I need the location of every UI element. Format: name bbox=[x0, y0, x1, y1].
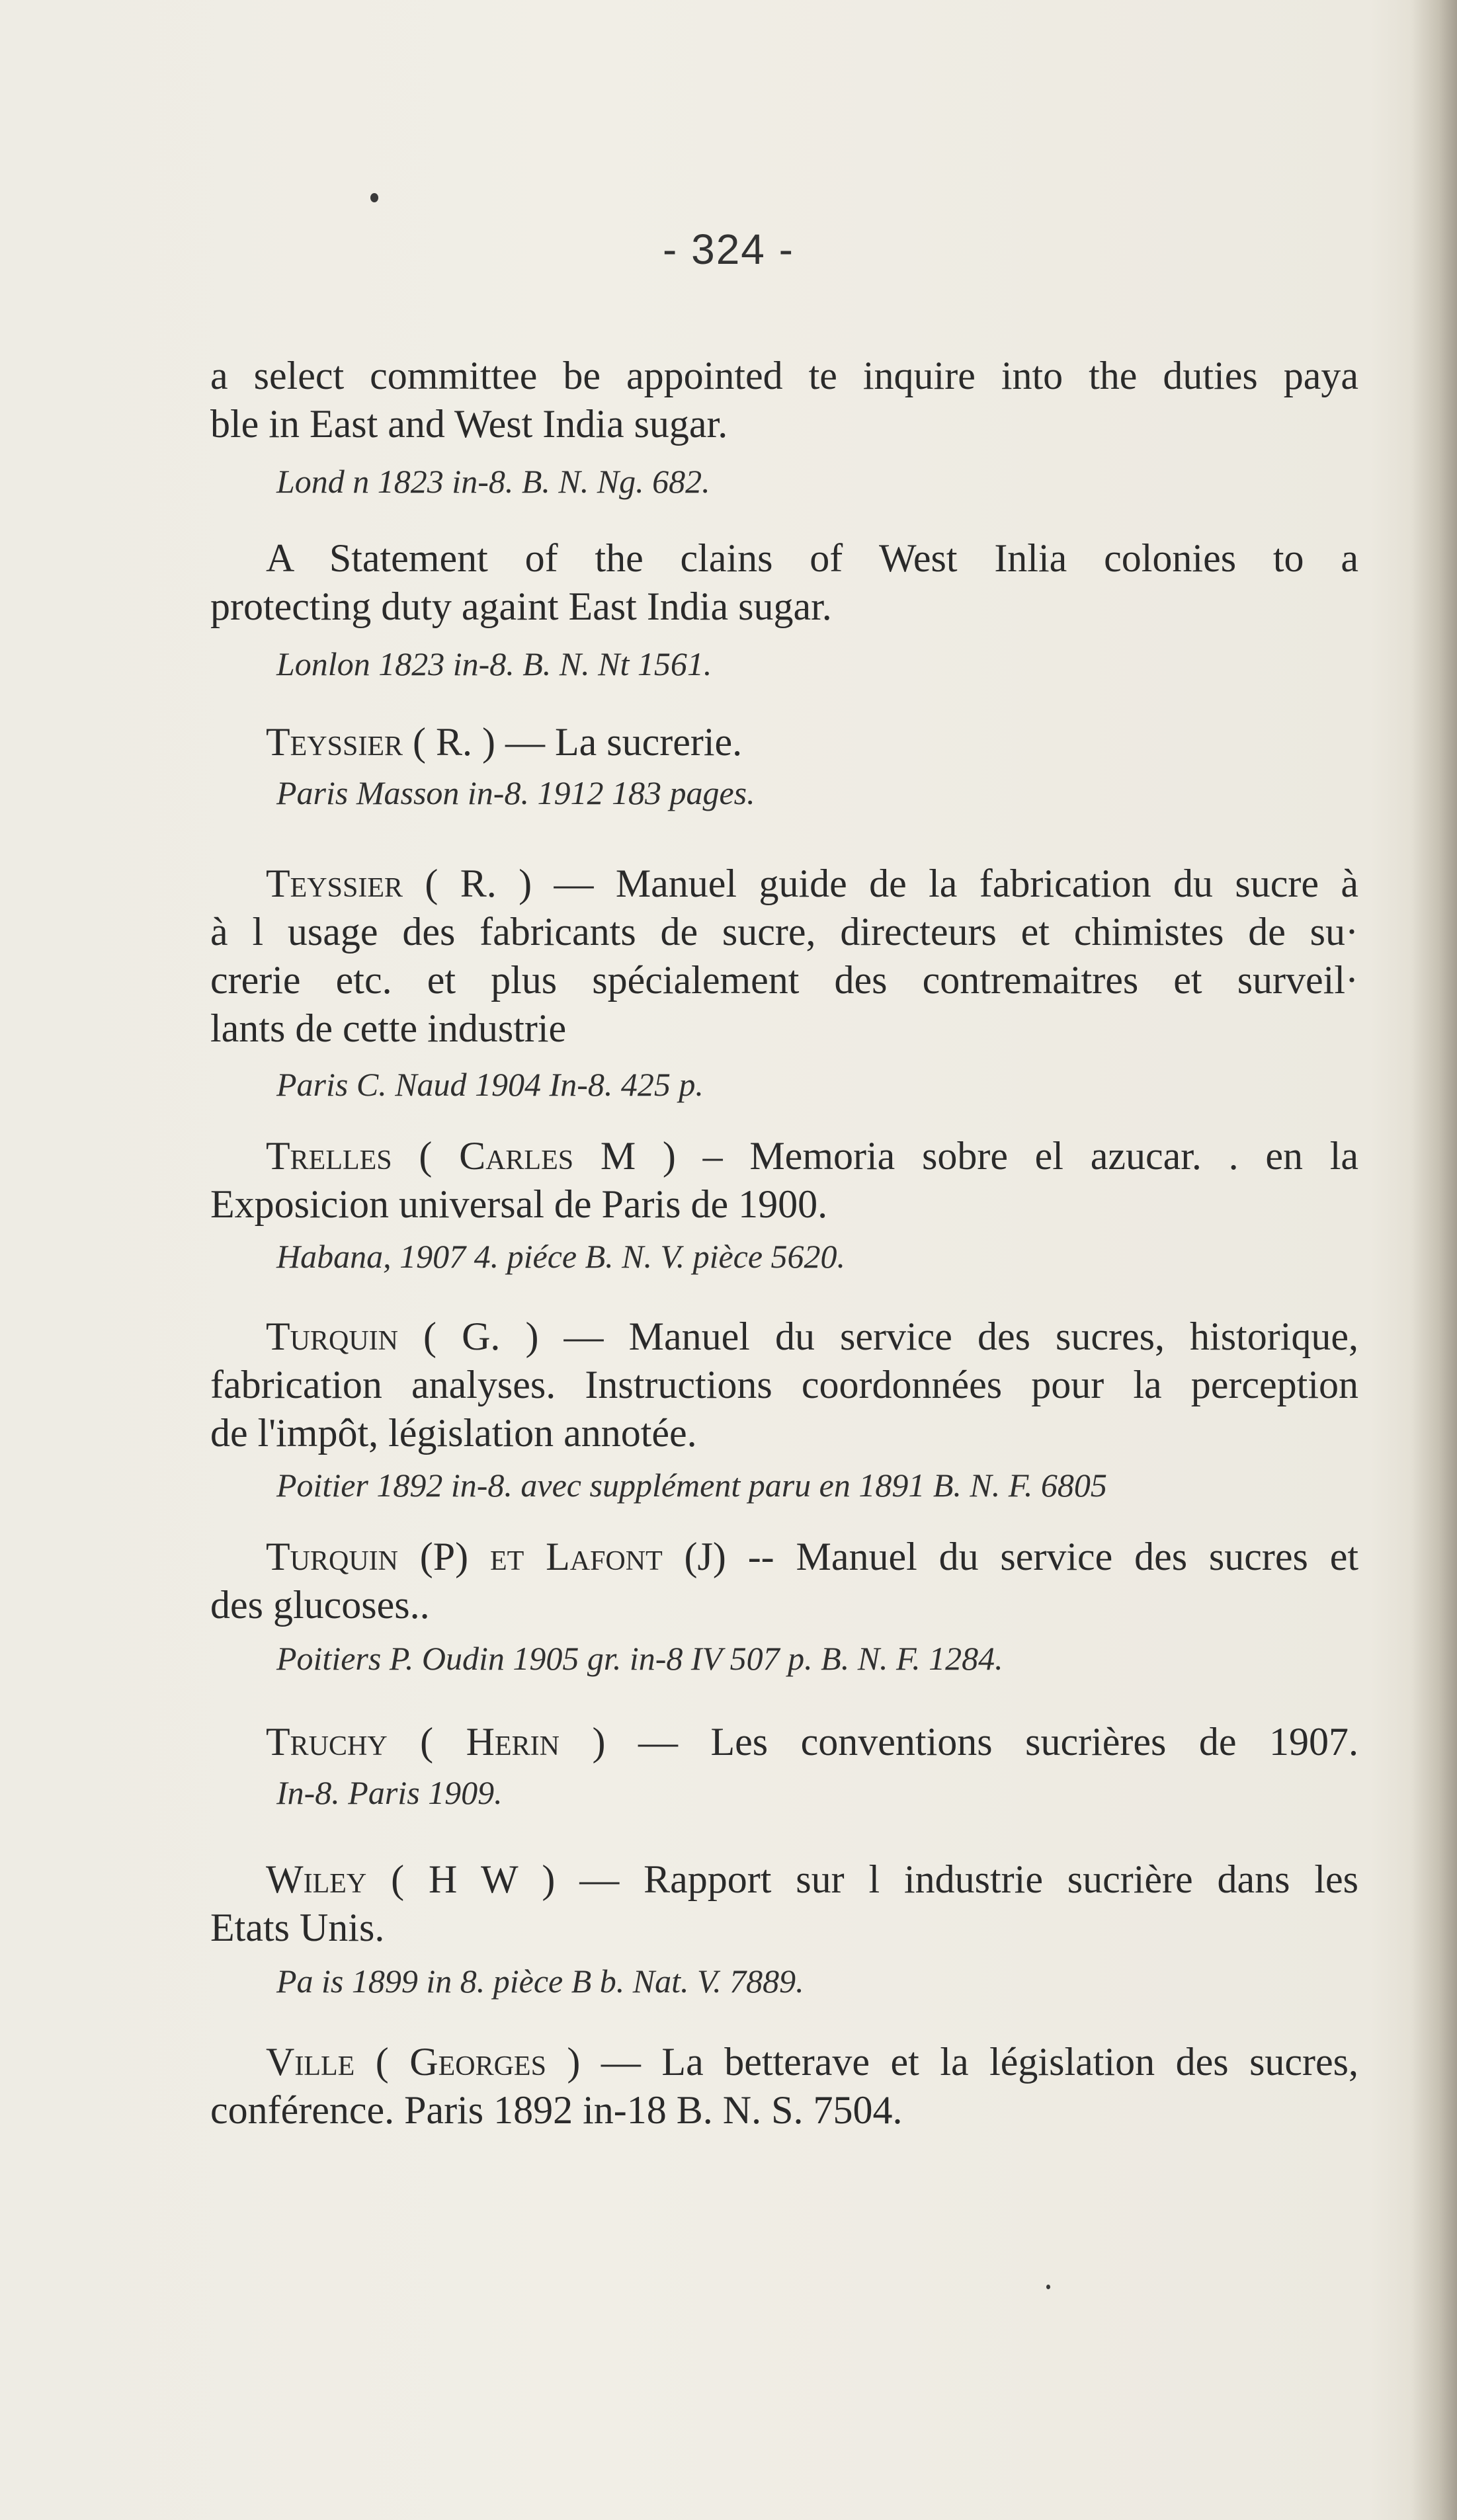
entry-text-line: fabrication analyses. Instructions coordonnées pour la perception bbox=[210, 1363, 1358, 1406]
entry-text-line: protecting duty againt East India sugar. bbox=[210, 585, 832, 628]
entry-text-line: à l usage des fabricants de sucre, directeurs et chimistes de su· bbox=[210, 910, 1358, 954]
entry-citation: Lonlon 1823 in-8. B. N. Nt 1561. bbox=[276, 645, 712, 682]
entry-citation: Pa is 1899 in 8. pièce B b. Nat. V. 7889. bbox=[276, 1963, 804, 2000]
entry-text-line: lants de cette industrie bbox=[210, 1006, 567, 1050]
entry-author: Teyssier ( R. ) bbox=[266, 862, 532, 905]
entry-author: Turquin ( G. ) bbox=[266, 1315, 539, 1358]
entry-first-line bbox=[210, 718, 1358, 766]
bibliography-entry bbox=[210, 1718, 1358, 1817]
page-edge-shadow bbox=[1411, 0, 1457, 2520]
entry-citation: Habana, 1907 4. piéce B. N. V. pièce 5620. bbox=[276, 1238, 846, 1275]
entry-text-line: — Manuel du service des sucres, historique, bbox=[538, 1315, 1358, 1358]
entry-text-line: — La sucrerie. bbox=[495, 720, 743, 764]
entry-text-line: Etats Unis. bbox=[210, 1906, 385, 1949]
bibliography-entry bbox=[210, 860, 1358, 1109]
entry-citation: Paris C. Naud 1904 In-8. 425 p. bbox=[276, 1066, 704, 1103]
page-number: - 324 - bbox=[663, 225, 794, 273]
entry-text-line: des glucoses.. bbox=[210, 1583, 430, 1627]
entry-author: Wiley ( H W ) bbox=[266, 1857, 556, 1901]
entry-citation: Poitier 1892 in-8. avec supplément paru en 1891 B. N. F. 6805 bbox=[276, 1467, 1107, 1504]
entry-text-line: -- Manuel du service des sucres et bbox=[726, 1535, 1358, 1578]
entry-citation: Poitiers P. Oudin 1905 gr. in-8 IV 507 p. B. N. F. 1284. bbox=[276, 1640, 1003, 1677]
entry-first-line bbox=[210, 1718, 1358, 1766]
entry-author: Turquin (P) et Lafont (J) bbox=[266, 1535, 726, 1578]
entry-first-line bbox=[210, 2038, 1358, 2086]
entry-text-line: de l'impôt, législation annotée. bbox=[210, 1411, 697, 1455]
entry-text-line: – Memoria sobre el azucar. . en la bbox=[675, 1134, 1358, 1178]
entry-text-line: — Manuel guide de la fabrication du sucre à bbox=[532, 862, 1358, 905]
entry-citation: Lond n 1823 in-8. B. N. Ng. 682. bbox=[276, 463, 710, 500]
entry-text-line: a select committee be appointed te inquire into the duties paya bbox=[210, 354, 1358, 397]
bibliography-entry bbox=[210, 534, 1358, 688]
bibliography-entry bbox=[210, 1533, 1358, 1683]
entry-first-line bbox=[210, 860, 1358, 908]
bibliography-entry bbox=[210, 1132, 1358, 1281]
ink-speck bbox=[1046, 2285, 1050, 2289]
entry-first-line bbox=[210, 1313, 1358, 1361]
entry-author: Teyssier ( R. ) bbox=[266, 720, 495, 764]
bibliography-entry bbox=[210, 718, 1358, 817]
entry-first-line bbox=[210, 1855, 1358, 1904]
entry-text-line: ble in East and West India sugar. bbox=[210, 402, 728, 446]
entry-text-line: conférence. Paris 1892 in-18 B. N. S. 7504. bbox=[210, 2088, 903, 2132]
entry-text-line: — Les conventions sucrières de 1907. bbox=[605, 1720, 1359, 1764]
entry-first-line bbox=[210, 1533, 1358, 1581]
entry-text-line: crerie etc. et plus spécialement des contremaitres et surveil· bbox=[210, 958, 1358, 1002]
bibliography-entry bbox=[210, 2038, 1358, 2134]
entry-first-line bbox=[210, 1132, 1358, 1180]
entry-text-line: — La betterave et la législation des sucres, bbox=[580, 2040, 1359, 2084]
entry-text-line: A Statement of the clains of West Inlia colonies to a bbox=[266, 536, 1358, 580]
entry-citation: In-8. Paris 1909. bbox=[276, 1774, 503, 1811]
bibliography-entry bbox=[210, 1313, 1358, 1510]
entry-text-line: Exposicion universal de Paris de 1900. bbox=[210, 1182, 828, 1226]
entry-author: Ville ( Georges ) bbox=[266, 2040, 581, 2084]
ink-speck bbox=[370, 193, 378, 202]
entry-text-line: — Rapport sur l industrie sucrière dans les bbox=[555, 1857, 1358, 1901]
entry-citation: Paris Masson in-8. 1912 183 pages. bbox=[276, 774, 755, 811]
bibliography-entry bbox=[210, 1855, 1358, 2006]
entry-author: Truchy ( Herin ) bbox=[266, 1720, 606, 1764]
entry-author: Trelles ( Carles M ) bbox=[266, 1134, 676, 1178]
bibliography-entry bbox=[210, 352, 1358, 506]
